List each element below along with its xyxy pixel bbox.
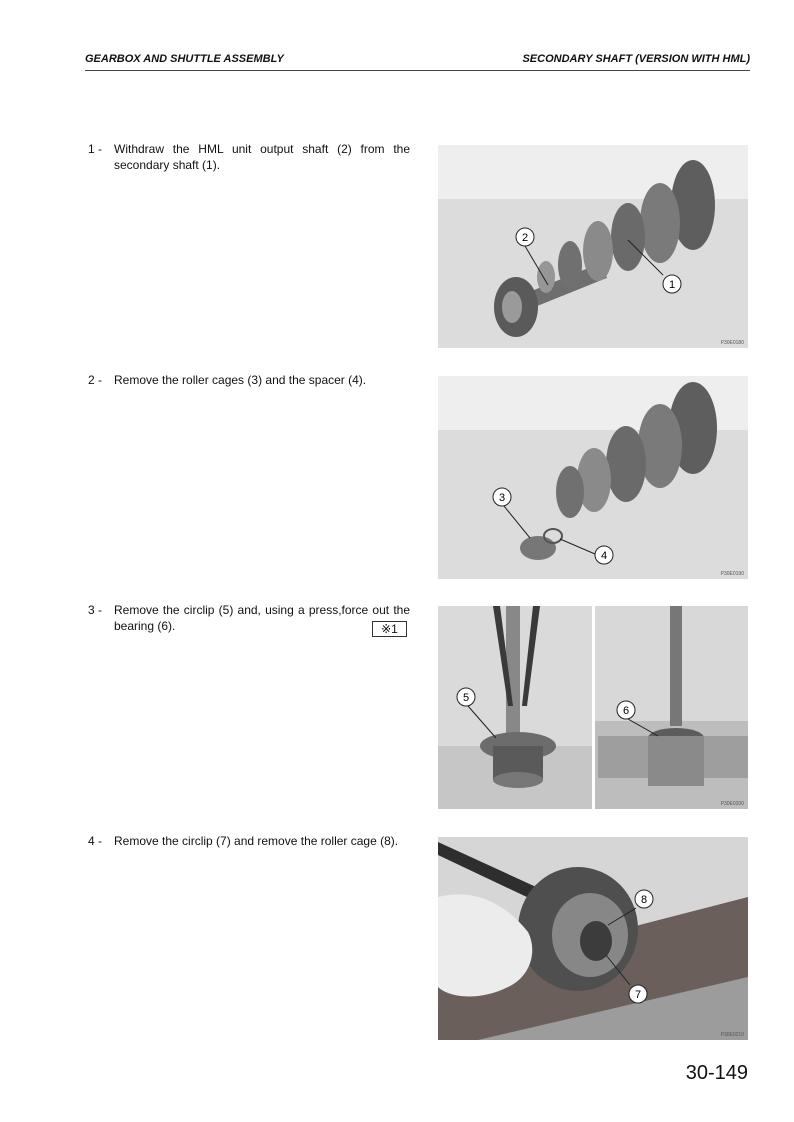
step-text: Remove the circlip (7) and remove the roller cage (8). bbox=[114, 834, 399, 848]
figure-code: P30E0200 bbox=[720, 801, 744, 807]
callout-1: 1 bbox=[668, 279, 676, 291]
step-number: 2 - bbox=[88, 373, 103, 387]
callout-5: 5 bbox=[462, 692, 470, 704]
step-1 bbox=[88, 141, 410, 173]
figure-1-photo bbox=[438, 145, 748, 348]
step-text: Withdraw the HML unit output shaft (2) from the secondary shaft (1). bbox=[114, 142, 410, 172]
roller-cage-photo-illustration bbox=[438, 376, 748, 579]
header-section-title: GEARBOX AND SHUTTLE ASSEMBLY bbox=[85, 53, 284, 65]
callout-7: 7 bbox=[634, 989, 642, 1001]
figure-code: P30E0180 bbox=[720, 340, 744, 346]
header-subsection-title: SECONDARY SHAFT (VERSION WITH HML) bbox=[522, 53, 750, 65]
step-text: Remove the circlip (5) and, using a press,force out the bearing (6). bbox=[114, 603, 410, 633]
figure-code: P30E0190 bbox=[720, 571, 744, 577]
roller-cage-removal-photo-illustration bbox=[438, 837, 748, 1040]
figure-4-photo bbox=[438, 837, 748, 1040]
callout-8: 8 bbox=[640, 894, 648, 906]
page-number: 30-149 bbox=[685, 1062, 748, 1084]
step-4 bbox=[88, 833, 410, 849]
page-header bbox=[85, 52, 750, 71]
secondary-shaft-photo-illustration bbox=[438, 145, 748, 348]
figure-2-photo bbox=[438, 376, 748, 579]
step-number: 4 - bbox=[88, 834, 103, 848]
circlip-bearing-photo-illustration bbox=[438, 606, 748, 809]
step-2 bbox=[88, 372, 410, 388]
callout-3: 3 bbox=[498, 492, 506, 504]
figure-code: P30E0210 bbox=[720, 1032, 744, 1038]
figure-3-photo bbox=[438, 606, 748, 809]
step-number: 1 - bbox=[88, 142, 103, 156]
callout-6: 6 bbox=[622, 705, 630, 717]
step-number: 3 - bbox=[88, 603, 103, 617]
reference-note-box: ※1 bbox=[372, 621, 407, 637]
step-text: Remove the roller cages (3) and the spacer (4). bbox=[114, 373, 367, 387]
callout-4: 4 bbox=[600, 550, 608, 562]
callout-2: 2 bbox=[521, 232, 529, 244]
step-3 bbox=[88, 602, 410, 634]
